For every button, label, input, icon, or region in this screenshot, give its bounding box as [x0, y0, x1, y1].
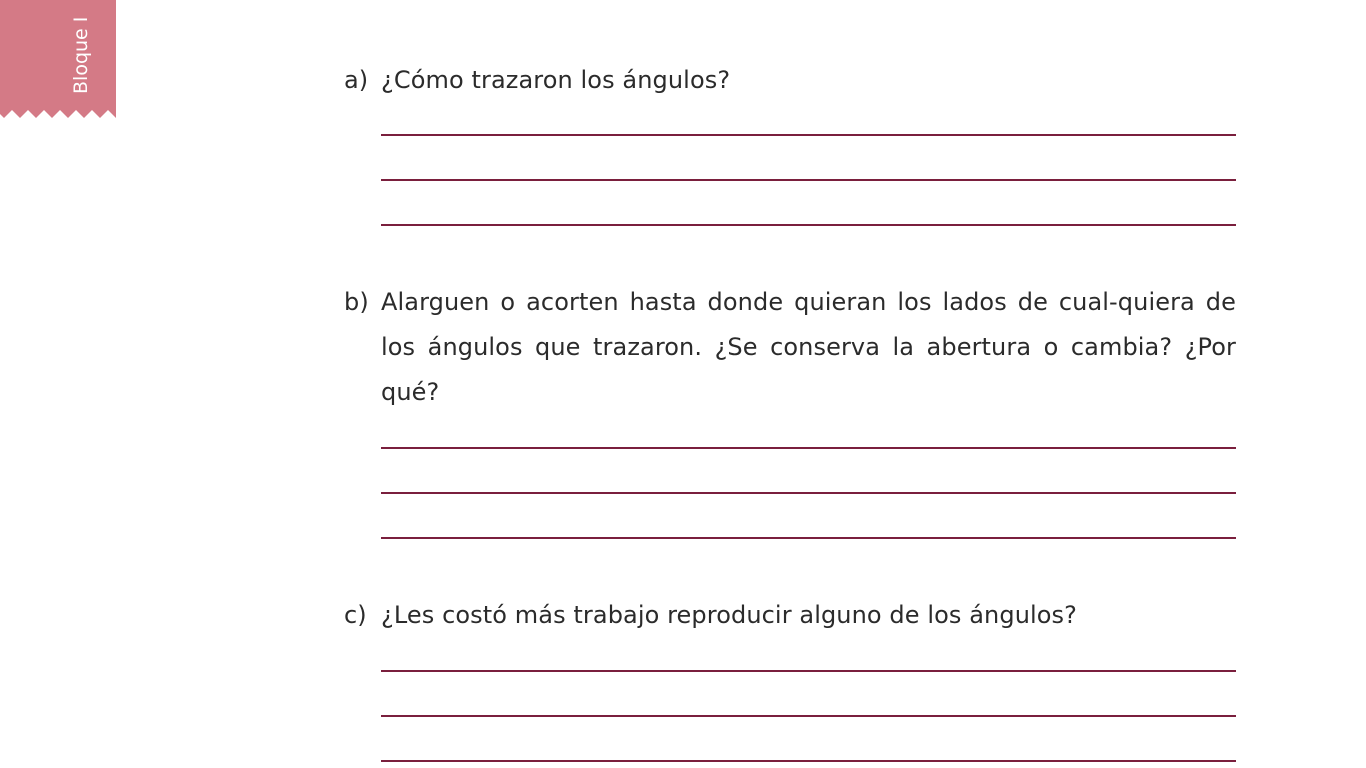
question-a	[344, 58, 1236, 103]
question-text: ¿Les costó más trabajo reproducir alguno de los ángulos?	[381, 601, 1077, 629]
answer-line-b-1[interactable]	[381, 447, 1236, 449]
answer-line-c-1[interactable]	[381, 670, 1236, 672]
question-b	[344, 280, 1236, 415]
answer-line-c-2[interactable]	[381, 715, 1236, 717]
question-marker: c)	[344, 601, 367, 629]
question-text: Alarguen o acorten hasta donde quieran los lados de cual-quiera de los ángulos que trazaron. ¿Se conserva la abertura o cambia? ¿Por qué?	[381, 288, 1236, 406]
question-text: ¿Cómo trazaron los ángulos?	[381, 66, 731, 94]
answer-line-b-3[interactable]	[381, 537, 1236, 539]
answer-line-b-2[interactable]	[381, 492, 1236, 494]
block-tab-shape	[0, 0, 116, 122]
answer-line-a-1[interactable]	[381, 134, 1236, 136]
block-tab	[0, 0, 116, 122]
answer-line-a-3[interactable]	[381, 224, 1236, 226]
answer-line-c-3[interactable]	[381, 760, 1236, 762]
answer-line-a-2[interactable]	[381, 179, 1236, 181]
question-marker: a)	[344, 66, 369, 94]
question-c	[344, 593, 1236, 638]
question-marker: b)	[344, 288, 369, 316]
block-tab-label: Bloque I	[70, 16, 92, 94]
